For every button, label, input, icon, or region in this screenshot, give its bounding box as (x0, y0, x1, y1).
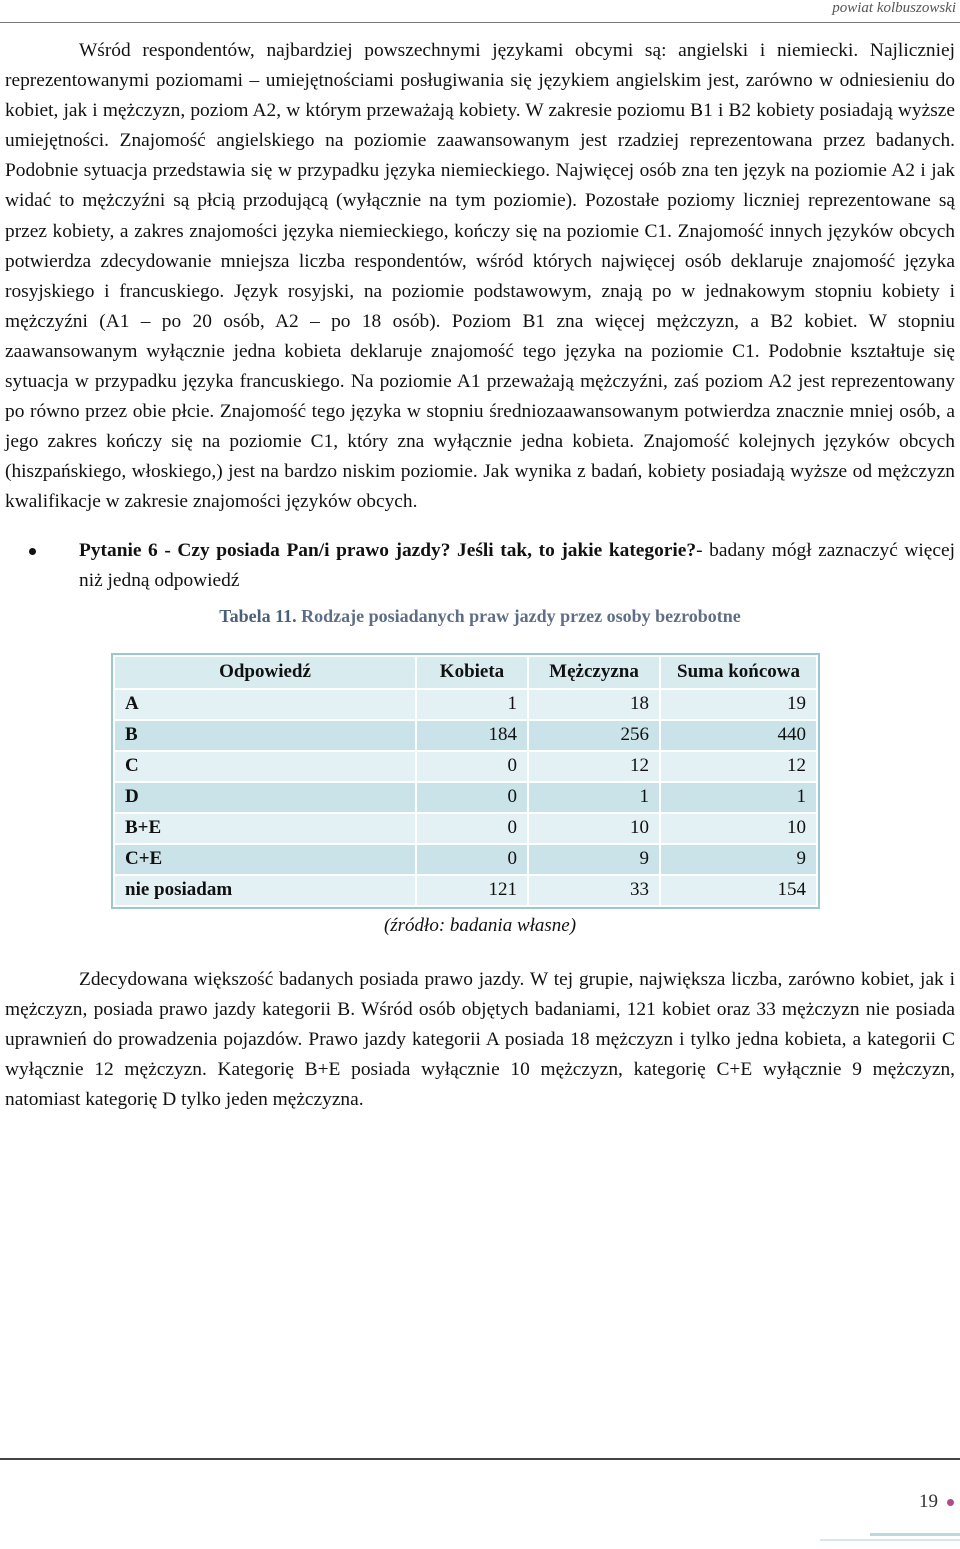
footer-rule (0, 1458, 960, 1460)
row-label-cell: B (114, 720, 416, 751)
value-cell: 1 (528, 782, 660, 813)
table-row (114, 813, 817, 844)
value-cell: 0 (416, 751, 528, 782)
value-cell: 9 (660, 844, 817, 875)
row-label-cell: nie posiadam (114, 875, 416, 906)
table-header-row (114, 656, 817, 689)
value-cell: 12 (528, 751, 660, 782)
header-cell: Odpowiedź (114, 656, 416, 689)
table-source: (źródło: badania własne) (383, 914, 577, 936)
decorative-line (820, 1539, 960, 1541)
header-cell: Mężczyzna (528, 656, 660, 689)
table-caption-label: Tabela 11. (219, 605, 297, 626)
value-cell: 1 (660, 782, 817, 813)
value-cell: 1 (416, 689, 528, 720)
header-cell: Suma końcowa (660, 656, 817, 689)
value-cell: 0 (416, 782, 528, 813)
table-row (114, 689, 817, 720)
row-label-cell: C+E (114, 844, 416, 875)
question-note: - badany mógł zaznaczyć więcej niż jedną odpowiedź (79, 539, 956, 591)
table-frame (111, 653, 820, 909)
page-number: 19 (919, 1491, 938, 1512)
value-cell: 19 (660, 689, 817, 720)
table-caption (5, 606, 955, 627)
value-cell: 33 (528, 875, 660, 906)
row-label-cell: B+E (114, 813, 416, 844)
question-title: Pytanie 6 - Czy posiada Pan/i prawo jazdy? Jeśli tak, to jakie kategorie? (79, 539, 697, 561)
paragraph-languages: Wśród respondentów, najbardziej powszechnymi językami obcymi są: angielski i niemiecki. Najliczniej reprezentowanymi poziomami – umiejętnościami posługiwania się językiem angielskim jest, zarówno w odniesieniu do kobiet, jak i mężczyzn, poziom A2, w którym przeważają kobiety. W zakresie poziomu B1 i B2 kobiety posiadają wyższe umiejętności. Znajomość angielskiego na poziomie zaawansowanym jest rzadziej reprezentowana przez badanych. Podobnie sytuacja przedstawia się w przypadku języka niemieckiego. Najwięcej osób zna ten język na poziomie A2 i jak widać to mężczyźni są płcią przodującą (wyłącznie na tym poziomie). Pozostałe poziomy liczniej reprezentowane są przez kobiety, a zakres znajomości języka niemieckiego, kończy się na poziomie C1. Znajomość innych języków obcych potwierdza zdecydowanie mniejsza liczba respondentów, wśród których najwięcej osób deklaruje znajomość języka rosyjskiego i francuskiego. Język rosyjski, na poziomie podstawowym, znają po w jednakowym stopniu kobiety i mężczyźni (A1 – po 20 osób, A2 – po 18 osób). Poziom B1 zna więcej mężczyzn, a B2 kobiet. W stopniu zaawansowanym wyłącznie jedna kobieta deklaruje znajomość tego języka na poziomie C1. Podobnie kształtuje się sytuacja w przypadku języka francuskiego. Na poziomie A1 przeważają mężczyźni, zaś poziom A2 jest reprezentowany po równo przez obie płcie. Znajomość tego języka w stopniu średniozaawansowanym potwierdza znacznie mniej osób, a jego zakres kończy się na poziomie C1, który zna wyłącznie jedna kobieta. Znajomość kolejnych języków obcych (hiszpańskiego, włoskiego,) jest na bardzo niskim poziomie. Jak wynika z badań, kobiety posiadają wyższe od mężczyzn kwalifikacje w zakresie znajomości języków obcych. (5, 40, 955, 513)
running-header: powiat kolbuszowski (832, 0, 956, 16)
value-cell: 12 (660, 751, 817, 782)
row-label-cell: C (114, 751, 416, 782)
table-row (114, 875, 817, 906)
page-dot-icon (947, 1499, 954, 1506)
table-caption-text: Rodzaje posiadanych praw jazdy przez osoby bezrobotne (301, 605, 741, 626)
driving-license-table (113, 655, 818, 907)
bullet-dot-icon (29, 548, 36, 555)
header-rule (0, 22, 960, 23)
value-cell: 121 (416, 875, 528, 906)
value-cell: 0 (416, 813, 528, 844)
value-cell: 9 (528, 844, 660, 875)
value-cell: 10 (660, 813, 817, 844)
table-row (114, 751, 817, 782)
value-cell: 154 (660, 875, 817, 906)
question-bullet (5, 536, 955, 596)
value-cell: 0 (416, 844, 528, 875)
value-cell: 440 (660, 720, 817, 751)
table-row (114, 782, 817, 813)
value-cell: 18 (528, 689, 660, 720)
table-row (114, 720, 817, 751)
page-content (5, 36, 955, 1115)
value-cell: 10 (528, 813, 660, 844)
row-label-cell: D (114, 782, 416, 813)
table-row (114, 844, 817, 875)
row-label-cell: A (114, 689, 416, 720)
decorative-line (870, 1533, 960, 1536)
header-cell: Kobieta (416, 656, 528, 689)
paragraph-driving-license: Zdecydowana większość badanych posiada prawo jazdy. W tej grupie, największa liczba, zarówno kobiet, jak i mężczyzn, posiada prawo jazdy kategorii B. Wśród osób objętych badaniami, 121 kobiet oraz 33 mężczyzn nie posiada uprawnień do prowadzenia pojazdów. Prawo jazdy kategorii A posiada 18 mężczyzn i tylko jedna kobieta, a kategorii C wyłącznie 12 mężczyzn. Kategorię B+E posiada wyłącznie 10 mężczyzn, kategorię C+E wyłącznie 9 mężczyzn, natomiast kategorię D tylko jeden mężczyzna. (5, 968, 955, 1110)
value-cell: 256 (528, 720, 660, 751)
value-cell: 184 (416, 720, 528, 751)
